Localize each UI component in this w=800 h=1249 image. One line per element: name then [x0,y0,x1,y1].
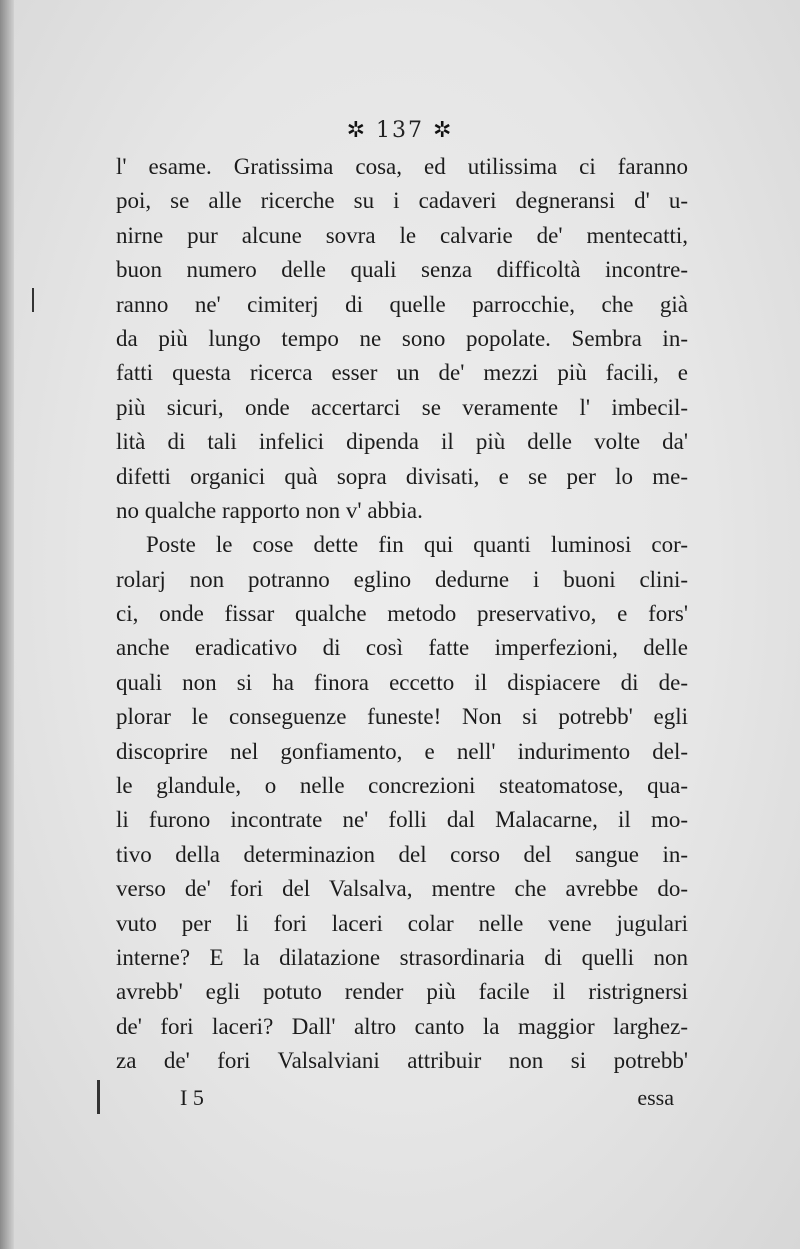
text-line: rolarj non potranno eglino dedurne i buoni clini- [116,566,688,592]
text-line: tivo della determinazion del corso del sangue in- [116,841,688,867]
margin-pencil-mark [97,1080,100,1114]
text-line-paragraph-start: Poste le cose dette fin qui quanti luminosi cor- [146,532,688,558]
catchword: essa [637,1085,674,1110]
text-line: za de' fori Valsalviani attribuir non si potrebb' [116,1048,688,1074]
text-line-paragraph-end: no qualche rapporto non v' abbia. [116,497,423,523]
text-line: lità di tali infelici dipenda il più delle volte da' [116,429,688,455]
text-line: difetti organici quà sopra divisati, e se per lo me- [116,463,688,489]
text-line: anche eradicativo di così fatte imperfezioni, delle [116,635,688,661]
page-number: 137 [376,118,424,143]
text-line: li furono incontrate ne' folli dal Malacarne, il mo- [116,807,688,833]
ornament-left-icon: ✲ [346,118,367,143]
text-line: le glandule, o nelle concrezioni steatomatose, qua- [116,773,688,799]
text-line: discoprire nel gonfiamento, e nell' indurimento del- [116,738,688,764]
margin-pencil-mark [32,288,34,312]
body-text [116,150,688,1079]
text-line: plorar le conseguenze funeste! Non si potrebb' egli [116,704,688,730]
text-line: fatti questa ricerca esser un de' mezzi più facili, e [116,360,688,386]
text-line: avrebb' egli potuto render più facile il ristrignersi [116,979,688,1005]
text-line: ci, onde fissar qualche metodo preservativo, e fors' [116,601,688,627]
text-line: quali non si ha finora eccetto il dispiacere di de- [116,669,688,695]
text-line: l' esame. Gratissima cosa, ed utilissima ci faranno [116,154,688,179]
text-line: vuto per li fori laceri colar nelle vene jugulari [116,910,688,936]
text-line: più sicuri, onde accertarci se veramente l' imbecil- [116,394,688,420]
page-header [0,118,800,143]
text-line: verso de' fori del Valsalva, mentre che avrebbe do- [116,876,688,902]
text-line: da più lungo tempo ne sono popolate. Sembra in- [116,325,688,351]
text-line: poi, se alle ricerche su i cadaveri degneransi d' u- [116,188,688,214]
text-line: nirne pur alcune sovra le calvarie de' mentecatti, [116,222,688,248]
text-line: buon numero delle quali senza difficoltà incontre- [116,257,688,283]
signature-mark: I 5 [180,1085,204,1110]
text-line: interne? E la dilatazione strasordinaria di quelli non [116,944,688,970]
page-edge-shadow [0,0,14,1249]
text-line: de' fori laceri? Dall' altro canto la maggior larghez- [116,1013,688,1039]
ornament-right-icon: ✲ [433,118,454,143]
text-line: ranno ne' cimiterj di quelle parrocchie, che già [116,291,688,317]
